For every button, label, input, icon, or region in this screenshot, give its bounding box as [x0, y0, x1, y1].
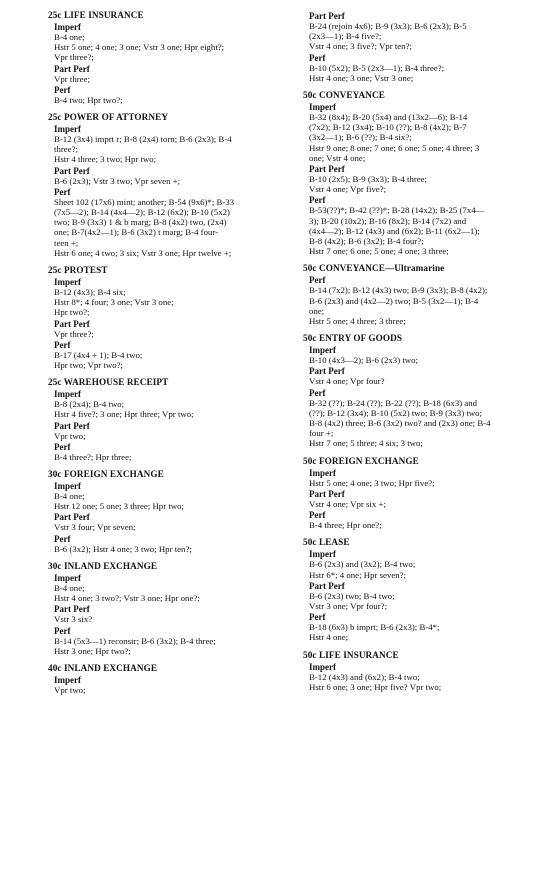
listing-line: B-53(??)*; B-42 (??)*; B-28 (14x2); B-25 (7x4—	[309, 205, 485, 216]
right-column	[303, 10, 533, 699]
perforation-label: Imperf	[54, 124, 81, 135]
stamp-section	[303, 90, 533, 256]
stamp-section	[48, 265, 280, 370]
listing-line: B-6 (2x3) two; B-4 two;	[309, 590, 395, 601]
listing-line: Vstr 4 one; Vpr five?;	[309, 184, 387, 195]
listing-line: B-32 (8x4); B-20 (5x4) and (13x2—6); B-14	[309, 112, 468, 123]
perforation-label: Imperf	[54, 572, 81, 583]
listing-line: B-8 (2x4); B-4 two;	[54, 399, 125, 410]
perforation-label: Perf	[54, 533, 71, 544]
stamp-section	[303, 456, 533, 531]
perforation-label: Imperf	[54, 22, 81, 32]
perforation-label: Part Perf	[309, 580, 345, 591]
listing-line: one; B-7(4x2—1); B-6 (3x2) t marg; B-4 four-	[54, 227, 219, 238]
section-title: 50c ENTRY OF GOODS	[303, 333, 403, 344]
stamp-section	[48, 561, 280, 656]
listing-line: Hstr 4 one; 3 two?; Vstr 3 one; Hpr one?;	[54, 593, 200, 604]
section-title: 25c WAREHOUSE RECEIPT	[48, 377, 169, 388]
listing-line: B-17 (4x4 + 1); B-4 two;	[54, 349, 143, 360]
listing-line: Hstr 7 one; 5 three; 4 six; 3 two;	[309, 438, 423, 449]
listing-line: Vstr 3 one; Vpr four?;	[309, 600, 388, 611]
perforation-label: Part Perf	[54, 165, 90, 176]
listing-line: B-6 (2x3) and (3x2); B-4 two;	[309, 559, 416, 570]
listing-line: two; B-9 (3x3) 1 & b marg; B-8 (4x2) two, (2x4)	[54, 217, 227, 228]
listing-line: Vpr three?;	[54, 52, 94, 63]
stamp-section	[303, 11, 533, 83]
listing-line: Vstr 3 six?	[54, 614, 93, 625]
listing-line: B-4 one;	[54, 32, 85, 42]
listing-line: Vstr 3 four; Vpr seven;	[54, 522, 136, 533]
listing-line: B-4 one;	[54, 491, 85, 502]
listing-line: (7x5—2); B-14 (4x4—2); B-12 (6x2); B-10 (5x2)	[54, 207, 230, 218]
listing-line: B-14 (5x3—1) reconstr; B-6 (3x2); B-4 three;	[54, 635, 216, 646]
section-title: 50c CONVEYANCE	[303, 90, 385, 101]
listing-line: Hstr 6 one; 4 two; 3 six; Vstr 3 one; Hpr twelve +;	[54, 247, 232, 258]
perforation-label: Imperf	[54, 389, 81, 400]
listing-line: Vpr three;	[54, 73, 90, 84]
perforation-label: Part Perf	[309, 164, 345, 175]
perforation-label: Imperf	[309, 467, 336, 478]
listing-line: Hstr 3 one; Hpr two?;	[54, 645, 131, 656]
listing-line: Vpr two;	[54, 684, 86, 695]
listing-line: Hstr 5 one; 4 one; 3 one; Vstr 3 one; Hpr eight?;	[54, 42, 225, 53]
listing-line: one; Vstr 4 one;	[309, 152, 366, 163]
perforation-label: Perf	[54, 625, 71, 636]
listing-line: Hstr 6*; 4 one; Hpr seven?;	[309, 569, 406, 580]
perforation-label: Part Perf	[309, 488, 345, 499]
section-title: 50c LIFE INSURANCE	[303, 649, 399, 660]
listing-line: Vstr 4 one; 3 five?; Vpr ten?;	[309, 41, 412, 52]
listing-line: teen +;	[54, 237, 79, 248]
listing-line: B-6 (2x3) and (4x2—2) two; B-5 (3x2—1); B-4	[309, 295, 479, 306]
listing-line: Hstr 6 one; 3 one; Hpr five? Vpr two;	[309, 681, 442, 692]
listing-line: B-8 (4x2); B-6 (3x2); B-4 four?;	[309, 236, 424, 247]
listing-line: B-18 (6x3) b imprt; B-6 (2x3); B-4*;	[309, 622, 440, 633]
listing-line: B-4 one;	[54, 582, 85, 593]
listing-line: B-32 (??); B-24 (??); B-22 (??); B-18 (6x3) and	[309, 397, 478, 408]
listing-line: one;	[309, 305, 325, 316]
listing-line: four +;	[309, 428, 334, 439]
perforation-label: Perf	[309, 195, 326, 206]
perforation-label: Perf	[309, 275, 326, 286]
perforation-label: Perf	[309, 387, 326, 398]
perforation-label: Perf	[54, 441, 71, 452]
listing-line: Hstr 4 five?; 3 one; Hpr three; Vpr two;	[54, 409, 194, 420]
perforation-label: Imperf	[54, 674, 81, 685]
listing-line: B-12 (4x3); B-4 six;	[54, 287, 126, 298]
listing-line: three?;	[54, 144, 78, 155]
perforation-label: Part Perf	[54, 420, 90, 431]
listing-line: (3x2—1); B-6 (??); B-4 six?;	[309, 132, 412, 143]
listing-line: B-4 three; Hpr one?;	[309, 520, 382, 531]
perforation-label: Part Perf	[54, 63, 90, 74]
stamp-section	[48, 377, 280, 462]
listing-line: B-12 (4x3) and (6x2); B-4 two;	[309, 671, 420, 682]
listing-line: B-4 two; Hpr two?;	[54, 94, 123, 105]
left-column	[48, 10, 280, 702]
section-title: 30c INLAND EXCHANGE	[48, 560, 158, 571]
perforation-label: Imperf	[309, 661, 336, 672]
listing-line: Hstr 4 one;	[309, 632, 349, 643]
listing-line: B-12 (3x4) imprt r; B-8 (2x4) torn; B-6 (2x3); B-4	[54, 134, 232, 145]
section-title: 25c LIFE INSURANCE	[48, 10, 144, 20]
stamp-section	[48, 663, 280, 695]
listing-line: (2x3—1); B-4 five?;	[309, 31, 382, 42]
listing-line: (7x2); B-12 (3x4); B-10 (??); B-8 (4x2); B-7	[309, 122, 467, 133]
listing-line: Vpr three?;	[54, 328, 94, 339]
perforation-label: Perf	[54, 339, 71, 350]
stamp-section	[303, 650, 533, 692]
perforation-label: Perf	[309, 510, 326, 521]
perforation-label: Imperf	[54, 481, 81, 492]
listing-line: B-8 (4x2) three; B-6 (3x2) two? and (2x3) one; B-4	[309, 418, 491, 429]
perforation-label: Perf	[54, 84, 71, 95]
stamp-section	[48, 469, 280, 554]
listing-line: Hstr 12 one; 5 one; 3 three; Hpr two;	[54, 501, 184, 512]
listing-line: Hstr 9 one; 8 one; 7 one; 6 one; 5 one; 4 three; 3	[309, 142, 480, 153]
listing-line: B-14 (7x2); B-12 (4x3) two; B-9 (3x3); B-8 (4x2);	[309, 285, 488, 296]
listing-line: B-24 (rejoin 4x6); B-9 (3x3); B-6 (2x3); B-5	[309, 21, 467, 31]
stamp-section	[303, 263, 533, 326]
perforation-label: Perf	[309, 52, 326, 63]
listing-line: B-6 (2x3); Vstr 3 two; Vpr seven +;	[54, 175, 181, 186]
perforation-label: Imperf	[309, 549, 336, 560]
listing-line: Hstr 5 one; 4 three; 3 three;	[309, 316, 406, 327]
listing-line: Vpr two;	[54, 430, 86, 441]
listing-line: Vstr 4 one; Vpr six +;	[309, 498, 386, 509]
perforation-label: Perf	[309, 612, 326, 623]
perforation-label: Part Perf	[309, 366, 345, 377]
listing-line: Hstr 5 one; 4 one; 3 two; Hpr five?;	[309, 477, 435, 488]
perforation-label: Imperf	[309, 102, 336, 113]
section-title: 30c FOREIGN EXCHANGE	[48, 469, 164, 480]
section-title: 50c LEASE	[303, 537, 350, 548]
perforation-label: Part Perf	[54, 512, 90, 523]
perforation-label: Part Perf	[309, 11, 345, 21]
listing-line: B-6 (3x2); Hstr 4 one; 3 two; Hpr ten?;	[54, 543, 192, 554]
listing-line: B-10 (2x5); B-9 (3x3); B-4 three;	[309, 174, 428, 185]
listing-line: B-4 three?; Hpr three;	[54, 451, 132, 462]
listing-line: B-10 (5x2); B-5 (2x3—1); B-4 three?;	[309, 62, 445, 73]
listing-line: Hpr two; Vpr two?;	[54, 360, 123, 371]
perforation-label: Part Perf	[54, 318, 90, 329]
stamp-section	[303, 333, 533, 448]
perforation-label: Imperf	[309, 345, 336, 356]
section-title: 40c INLAND EXCHANGE	[48, 662, 158, 673]
section-title: 50c FOREIGN EXCHANGE	[303, 455, 419, 466]
listing-line: Hpr two?;	[54, 307, 90, 318]
listing-line: B-10 (4x3—2); B-6 (2x3) two;	[309, 355, 418, 366]
perforation-label: Perf	[54, 186, 71, 197]
stamp-section	[303, 537, 533, 642]
listing-line: (??); B-12 (3x4); B-10 (5x2) two; B-9 (3x3) two;	[309, 407, 482, 418]
listing-line: 3); B-20 (10x2); B-16 (8x2); B-14 (7x2) and	[309, 215, 467, 226]
perforation-label: Part Perf	[54, 604, 90, 615]
stamp-section	[48, 10, 280, 105]
listing-line: Hstr 4 three; 3 two; Hpr two;	[54, 154, 157, 165]
listing-line: (4x4—2); B-12 (4x3) and (6x2); B-11 (6x2—1);	[309, 225, 480, 236]
stamp-section	[48, 112, 280, 258]
perforation-label: Imperf	[54, 277, 81, 288]
listing-line: Vstr 4 one; Vpr four?	[309, 376, 385, 387]
listing-line: Sheet 102 (17x6) mint; another; B-54 (9x6)*; B-33	[54, 196, 235, 207]
section-title: 25c POWER OF ATTORNEY	[48, 112, 169, 123]
section-title: 50c CONVEYANCE—Ultramarine	[303, 263, 445, 274]
listing-line: Hstr 8*; 4 four; 3 one; Vstr 3 one;	[54, 297, 174, 308]
listing-line: Hstr 7 one; 6 one; 5 one; 4 one; 3 three;	[309, 246, 449, 257]
section-title: 25c PROTEST	[48, 265, 108, 276]
listing-line: Hstr 4 one; 3 one; Vstr 3 one;	[309, 72, 414, 83]
